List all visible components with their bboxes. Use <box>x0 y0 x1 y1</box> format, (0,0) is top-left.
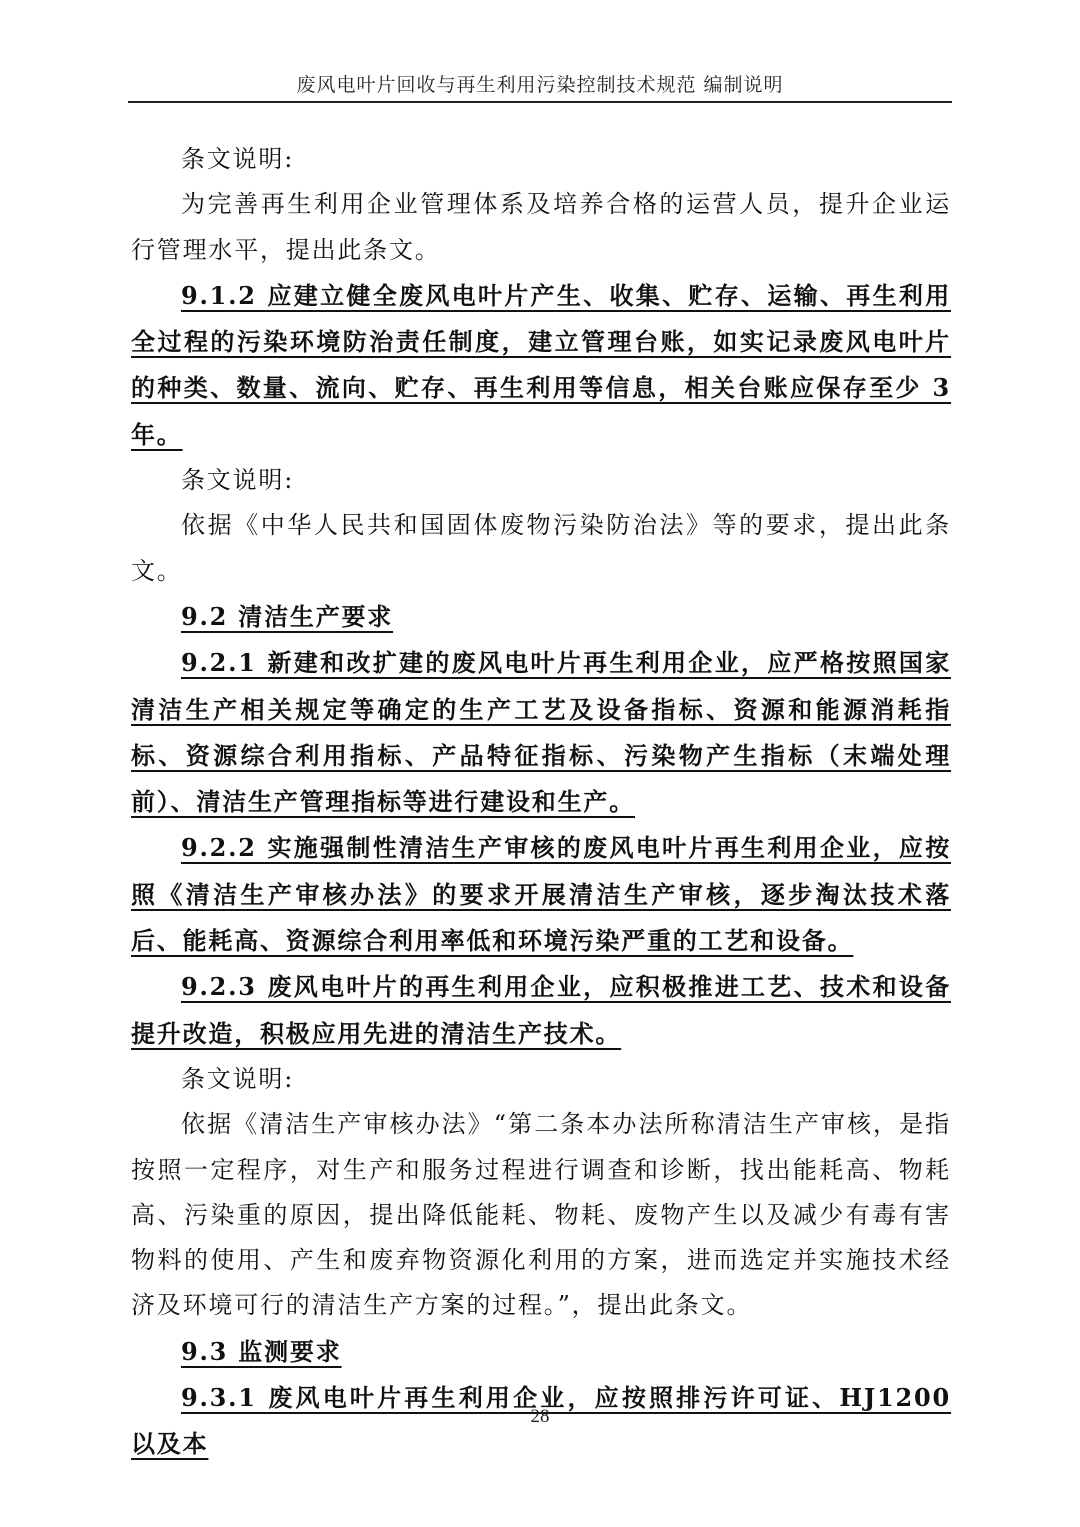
clause-note-text: 为完善再生利用企业管理体系及培养合格的运营人员，提升企业运行管理水平，提出此条文。 <box>131 190 951 264</box>
clause-9-2-2 <box>131 825 951 964</box>
page-number: 28 <box>530 1406 550 1427</box>
section-heading-9-3-text: 9.3 监测要求 <box>181 1336 342 1366</box>
clause-9-2-3-text: 9.2.3 废风电叶片的再生利用企业，应积极推进工艺、技术和设备提升改造，积极应用先进的清洁生产技术。 <box>131 972 951 1048</box>
clause-9-2-1-text: 9.2.1 新建和改扩建的废风电叶片再生利用企业，应严格按照国家清洁生产相关规定等确定的生产工艺及设备指标、资源和能源消耗指标、资源综合利用指标、产品特征指标、污染物产生指标（末端处理前）、清洁生产管理指标等进行建设和生产。 <box>131 648 951 817</box>
clause-9-2-3 <box>131 964 951 1057</box>
clause-note-label: 条文说明: <box>181 1064 295 1093</box>
section-heading-9-2 <box>131 594 951 640</box>
section-heading-9-2-text: 9.2 清洁生产要求 <box>181 601 394 631</box>
document-body <box>131 137 951 1468</box>
running-header: 废风电叶片回收与再生利用污染控制技术规范 编制说明 <box>296 74 784 96</box>
clause-9-3-1-text: 9.3.1 废风电叶片再生利用企业，应按照排污许可证、HJ1200 以及本 <box>131 1383 951 1459</box>
clause-9-2-2-text: 9.2.2 实施强制性清洁生产审核的废风电叶片再生利用企业，应按照《清洁生产审核办法》的要求开展清洁生产审核，逐步淘汰技术落后、能耗高、资源综合利用率低和环境污染严重的工艺和设备。 <box>131 833 951 956</box>
clause-note-text: 依据《清洁生产审核办法》“第二条本办法所称清洁生产审核，是指按照一定程序，对生产和服务过程进行调查和诊断，找出能耗高、物耗高、污染重的原因，提出降低能耗、物耗、废物产生以及减少有毒有害物料的使用、产生和废弃物资源化利用的方案，进而选定并实施技术经济及环境可行的清洁生产方案的过程。”，提出此条文。 <box>131 1110 951 1320</box>
clause-note-label: 条文说明: <box>181 466 295 495</box>
clause-9-2-1 <box>131 640 951 825</box>
header-rule <box>128 101 952 103</box>
clause-9-1-2-text: 9.1.2 应建立健全废风电叶片产生、收集、贮存、运输、再生利用全过程的污染环境防治责任制度，建立管理台账，如实记录废风电叶片的种类、数量、流向、贮存、再生利用等信息，相关台账应保存至少 3 年。 <box>131 280 951 449</box>
clause-9-1-2 <box>131 273 951 458</box>
clause-note-text: 依据《中华人民共和国固体废物污染防治法》等的要求，提出此条文。 <box>131 511 951 585</box>
section-heading-9-3 <box>131 1329 951 1375</box>
clause-note-label: 条文说明: <box>181 145 295 173</box>
